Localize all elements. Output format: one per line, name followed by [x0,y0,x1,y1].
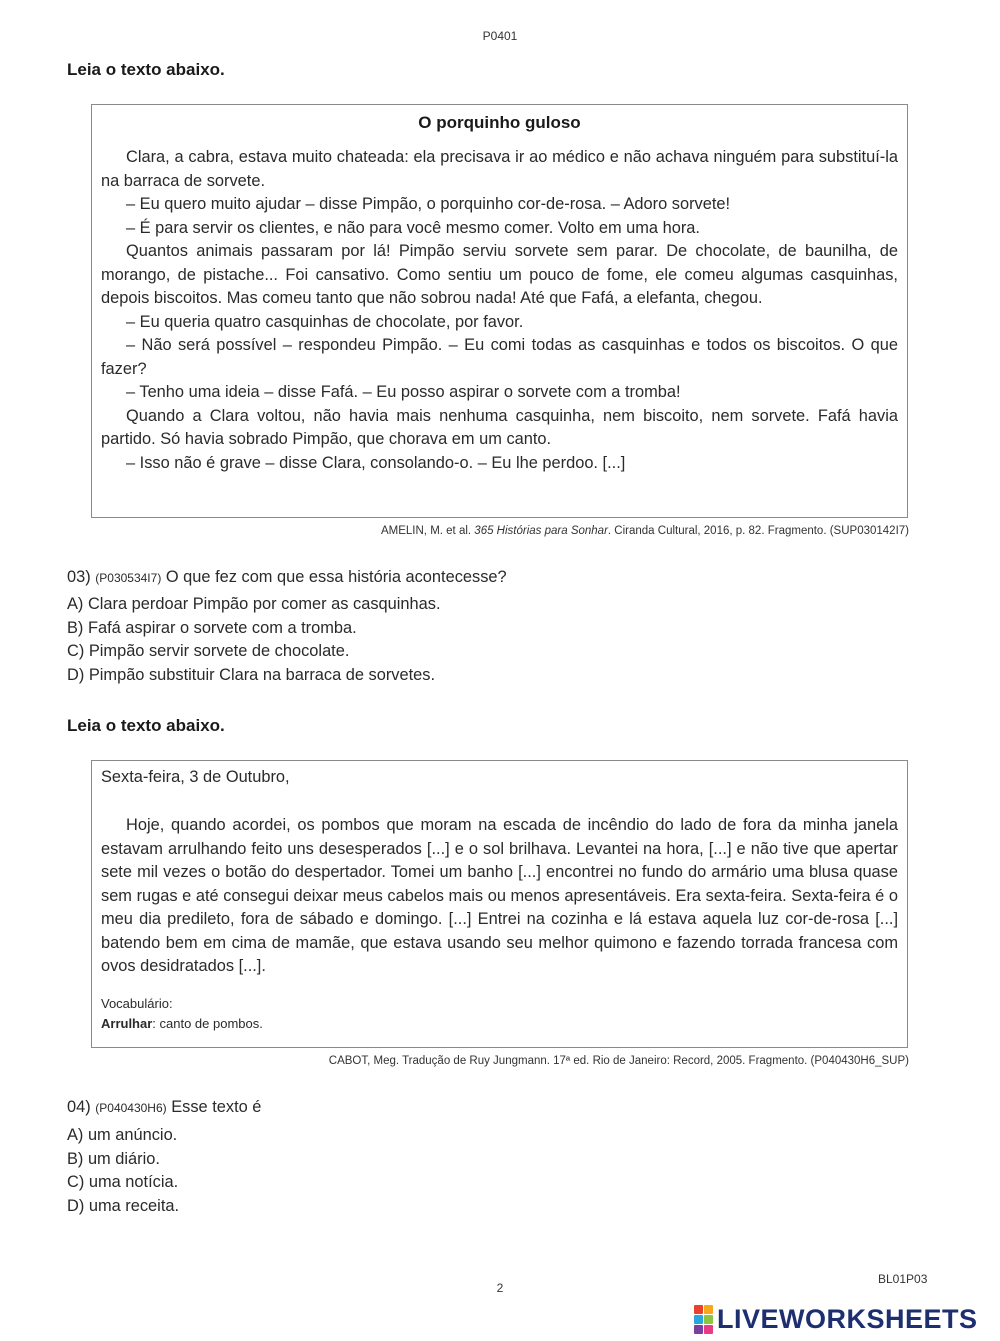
option-d[interactable]: D) uma receita. [67,1197,180,1216]
question-number: 04) [67,1098,91,1116]
source-book-title: 365 Histórias para Sonhar [474,525,608,537]
option-c[interactable]: C) uma notícia. [67,1173,179,1192]
story-box [91,104,908,518]
story-title: O porquinho guloso [418,113,581,132]
vocabulary-term: Arrulhar [101,1015,153,1031]
story-paragraph: – Tenho uma ideia – disse Fafá. – Eu posso aspirar o sorvete com a tromba! [126,383,681,401]
story-paragraph: Clara, a cabra, estava muito chateada: ela precisava ir ao médico e não achava ninguém para substituí-la na barraca de sorvete. [101,148,898,190]
question-text: O que fez com que essa história acontecesse? [165,568,507,586]
story-paragraph: Quantos animais passaram por lá! Pimpão serviu sorvete sem parar. De chocolate, de baunilha, de morango, de pistache... Foi cansativo. Como sentiu um pouco de fome, ele comeu algumas casquinhas, depois biscoitos. Mas comeu tanto que não sobrou nada! Até que Fafá, a elefanta, chegou. [101,242,898,307]
option-a[interactable]: A) Clara perdoar Pimpão por comer as casquinhas. [67,595,441,613]
source-details: . Ciranda Cultural, 2016, p. 82. Fragmento. (SUP030142I7) [607,525,909,537]
liveworksheets-logo-icon [694,1305,713,1334]
story-source [381,525,909,537]
question-4 [67,1098,261,1117]
vocabulary-definition: : canto de pombos. [152,1015,263,1031]
diary-paragraph: Hoje, quando acordei, os pombos que moram na escada de incêndio do lado de fora da minha janela estavam arrulhando feito uns desesperados [...] e o sol brilhava. Levantei na hora, [...] e não tive que apertar sete mil vezes o botão do despertador. Tomei um banho [...] encontrei no fundo do armário uma blusa quase sem rugas e até consegui deixar meus cabelos mais ou menos apresentáveis. Era sexta-feira. Sexta-feira é o meu dia predileto, fora de sábado e domingo. [...] Entrei na cozinha e lá estava aquela luz cor-de-rosa [...] batendo bem em cima de mamãe, que estava usando seu melhor quimono e fazendo torrada francesa com ovos desidratados [...]. [101,816,898,975]
option-b[interactable]: B) um diário. [67,1149,160,1168]
diary-box [91,760,908,1048]
question-4-options [67,1124,179,1219]
question-number: 03) [67,568,91,586]
story-paragraph: – Isso não é grave – disse Clara, consolando-o. – Eu lhe perdoo. [...] [126,453,626,472]
option-d[interactable]: D) Pimpão substituir Clara na barraca de sorvetes. [67,666,436,685]
diary-date: Sexta-feira, 3 de Outubro, [101,768,290,786]
page-code: P0401 [482,29,518,43]
liveworksheets-logo[interactable] [694,1303,978,1335]
vocabulary-entry [101,1014,898,1034]
story-paragraph: Quando a Clara voltou, não havia mais nenhuma casquinha, nem biscoito, nem sorvete. Fafá havia partido. Só havia sobrado Pimpão, que chorava em um canto. [101,406,898,448]
instruction-2: Leia o texto abaixo. [67,716,225,735]
story-paragraph: – Eu queria quatro casquinhas de chocolate, por favor. [126,312,524,331]
instruction-1: Leia o texto abaixo. [67,60,225,79]
story-paragraph: – Eu quero muito ajudar – disse Pimpão, o porquinho cor-de-rosa. – Adoro sorvete! [126,195,731,213]
option-a[interactable]: A) um anúncio. [67,1126,178,1144]
diary-text [92,814,907,979]
story-paragraph: – Não será possível – respondeu Pimpão. – Eu comi todas as casquinhas e todos os biscoitos. O que fazer? [101,336,898,378]
story-paragraph: – É para servir os clientes, e não para você mesmo comer. Volto em uma hora. [126,218,700,237]
question-text: Esse texto é [171,1098,262,1116]
vocabulary [92,994,907,1034]
option-c[interactable]: C) Pimpão servir sorvete de chocolate. [67,642,350,661]
question-code: (P040430H6) [95,1101,167,1115]
page-number: 2 [496,1281,504,1295]
vocabulary-label: Vocabulário: [101,995,173,1011]
question-3 [67,568,507,587]
liveworksheets-logo-text: LIVEWORKSHEETS [717,1303,978,1334]
diary-source: CABOT, Meg. Tradução de Ruy Jungmann. 17ª ed. Rio de Janeiro: Record, 2005. Fragmento. (P040430H6_SUP) [328,1055,909,1067]
story-text [92,146,907,475]
question-3-options [67,593,441,688]
question-code: (P030534I7) [95,571,162,585]
source-authors: AMELIN, M. et al. [380,525,475,537]
booklet-code: BL01P03 [878,1272,928,1286]
option-b[interactable]: B) Fafá aspirar o sorvete com a tromba. [67,618,357,637]
